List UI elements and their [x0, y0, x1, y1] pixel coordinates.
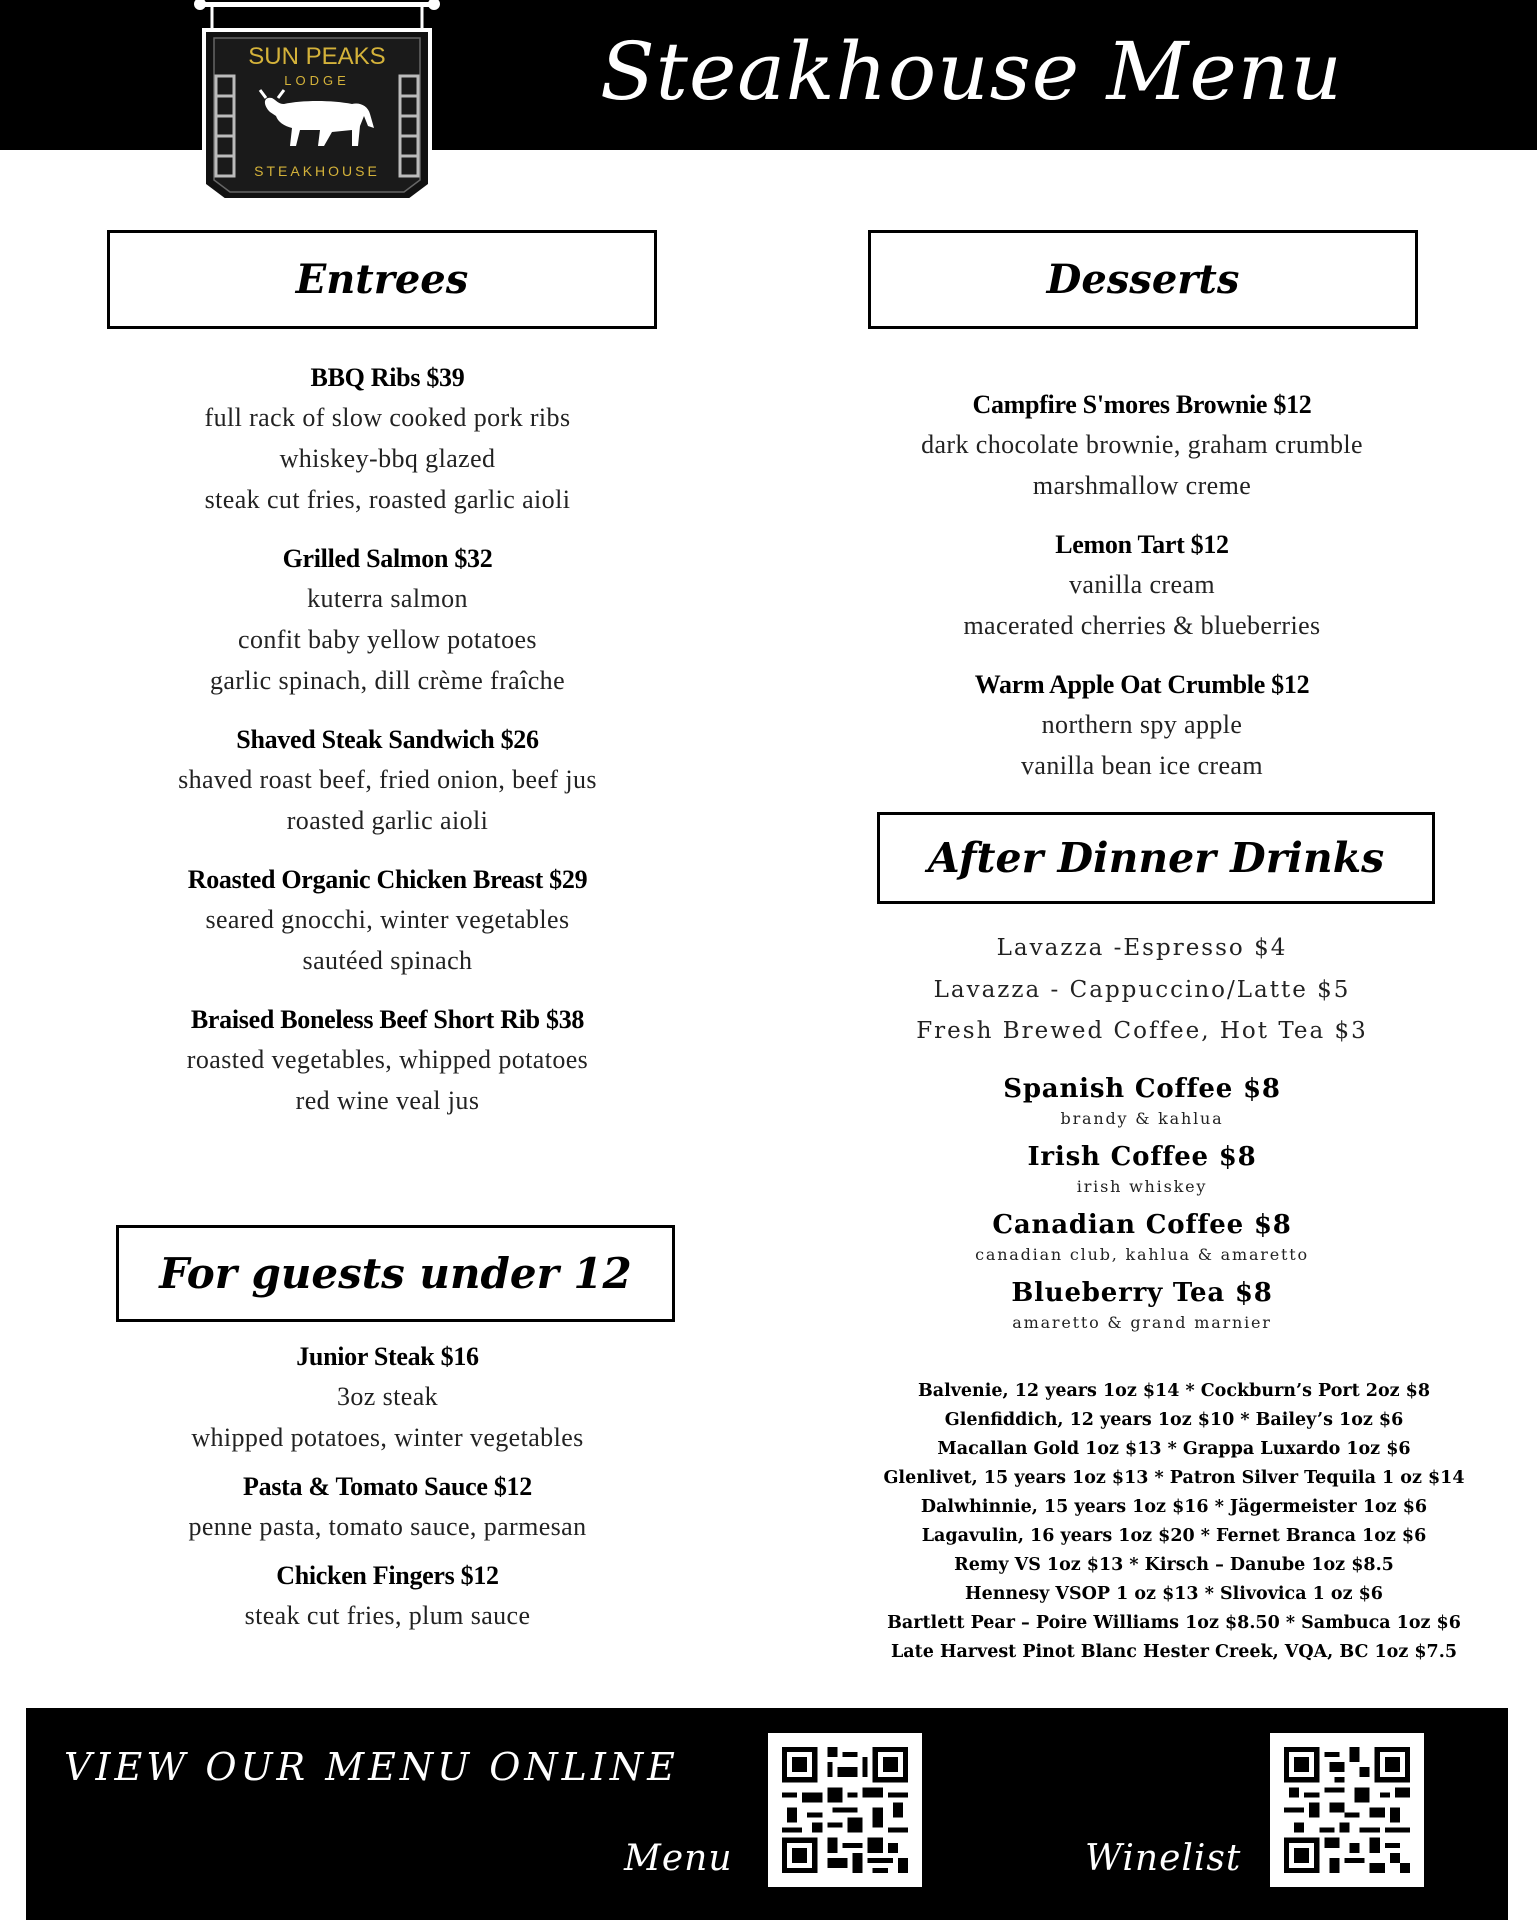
menu-item-title: Pasta & Tomato Sauce $12	[243, 1472, 532, 1501]
menu-item-title: Braised Boneless Beef Short Rib $38	[190, 1005, 585, 1034]
menu-item	[862, 386, 1422, 506]
winelist-qr-label: Winelist	[1085, 1838, 1242, 1879]
spirit-line: Glenfiddich, 12 years 1oz $10 * Bailey’s 1oz $6	[944, 1410, 1404, 1430]
menu-item-line: steak cut fries, plum sauce	[244, 1601, 531, 1630]
drink-line: Lavazza - Cappuccino/Latte $5	[933, 976, 1351, 1003]
menu-item-line: whiskey-bbq glazed	[279, 444, 496, 473]
menu-item-line: 3oz steak	[336, 1382, 439, 1411]
view-menu-online-text: VIEW OUR MENU ONLINE	[64, 1745, 679, 1789]
menu-item	[100, 1001, 675, 1121]
entrees-heading-box	[107, 230, 657, 329]
menu-item	[100, 861, 675, 981]
desserts-heading: Desserts	[1046, 256, 1240, 303]
menu-item-line: vanilla bean ice cream	[1021, 751, 1263, 780]
qr-code-icon	[1284, 1747, 1410, 1873]
menu-item-title: BBQ Ribs $39	[310, 363, 465, 392]
menu-item-title: Junior Steak $16	[296, 1342, 479, 1371]
desserts-list	[862, 386, 1422, 806]
coffee-description: brandy & kahlua	[1060, 1108, 1224, 1128]
menu-item-title: Shaved Steak Sandwich $26	[236, 725, 539, 754]
menu-item	[100, 1557, 675, 1636]
menu-item-line: dark chocolate brownie, graham crumble	[921, 430, 1363, 459]
menu-item-title: Warm Apple Oat Crumble $12	[974, 670, 1310, 699]
coffee-title: Spanish Coffee $8	[1003, 1073, 1281, 1104]
menu-item-title: Chicken Fingers $12	[276, 1561, 499, 1590]
menu-item-line: full rack of slow cooked pork ribs	[204, 403, 571, 432]
menu-item-title: Roasted Organic Chicken Breast $29	[187, 865, 588, 894]
page-title: Steakhouse Menu	[600, 25, 1343, 118]
coffee-title: Canadian Coffee $8	[992, 1209, 1292, 1240]
menu-item	[100, 721, 675, 841]
drinks-heading-box	[877, 812, 1435, 904]
menu-item-line: roasted garlic aioli	[286, 806, 489, 835]
menu-item	[100, 359, 675, 520]
menu-item-line: seared gnocchi, winter vegetables	[205, 905, 570, 934]
drinks-list	[862, 928, 1422, 1343]
menu-item-line: red wine veal jus	[295, 1086, 480, 1115]
menu-item-line: macerated cherries & blueberries	[963, 611, 1321, 640]
menu-item-line: confit baby yellow potatoes	[238, 625, 537, 654]
spirits-list	[862, 1377, 1486, 1667]
svg-text:STEAKHOUSE: STEAKHOUSE	[254, 163, 380, 179]
svg-text:LODGE: LODGE	[284, 73, 350, 88]
menu-item-line: steak cut fries, roasted garlic aioli	[204, 485, 571, 514]
qr-code-icon	[782, 1747, 908, 1873]
winelist-qr-code[interactable]	[1270, 1733, 1424, 1887]
entrees-list	[100, 359, 675, 1141]
spirit-line: Bartlett Pear – Poire Williams 1oz $8.50 * Sambuca 1oz $6	[887, 1613, 1461, 1633]
menu-qr-code[interactable]	[768, 1733, 922, 1887]
menu-item-line: garlic spinach, dill crème fraîche	[209, 666, 566, 695]
kids-heading: For guests under 12	[159, 1249, 632, 1298]
coffee-description: canadian club, kahlua & amaretto	[975, 1244, 1309, 1264]
menu-item-line: roasted vegetables, whipped potatoes	[186, 1045, 589, 1074]
coffee-description: irish whiskey	[1076, 1176, 1208, 1196]
spirit-line: Dalwhinnie, 15 years 1oz $16 * Jägermeister 1oz $6	[920, 1497, 1428, 1517]
drink-line: Lavazza -Espresso $4	[996, 935, 1288, 961]
menu-item-title: Campfire S'mores Brownie $12	[972, 390, 1312, 419]
menu-qr-label: Menu	[624, 1838, 733, 1879]
menu-item-line: kuterra salmon	[307, 584, 468, 613]
menu-item-line: vanilla cream	[1069, 570, 1215, 599]
menu-item	[862, 526, 1422, 646]
svg-text:SUN PEAKS: SUN PEAKS	[248, 43, 386, 70]
coffee-title: Blueberry Tea $8	[1011, 1277, 1273, 1308]
spirit-line: Late Harvest Pinot Blanc Hester Creek, VQA, BC 1oz $7.5	[890, 1642, 1457, 1662]
menu-item-line: marshmallow creme	[1032, 471, 1252, 500]
menu-item-line: northern spy apple	[1041, 710, 1243, 739]
menu-item	[100, 1338, 675, 1458]
menu-item-line: shaved roast beef, fried onion, beef jus	[178, 765, 597, 794]
spirit-line: Balvenie, 12 years 1oz $14 * Cockburn’s Port 2oz $8	[917, 1381, 1431, 1401]
logo-sign-graphic	[192, 0, 442, 215]
menu-item	[100, 540, 675, 701]
menu-item-line: penne pasta, tomato sauce, parmesan	[188, 1512, 587, 1541]
drinks-heading: After Dinner Drinks	[927, 834, 1385, 882]
menu-item-line: whipped potatoes, winter vegetables	[191, 1423, 584, 1452]
menu-item-title: Lemon Tart $12	[1055, 530, 1229, 559]
coffee-description: amaretto & grand marnier	[1012, 1312, 1272, 1332]
spirit-line: Lagavulin, 16 years 1oz $20 * Fernet Branca 1oz $6	[921, 1526, 1427, 1546]
spirit-line: Macallan Gold 1oz $13 * Grappa Luxardo 1oz $6	[937, 1439, 1411, 1459]
drink-line: Fresh Brewed Coffee, Hot Tea $3	[916, 1018, 1368, 1044]
kids-heading-box	[116, 1225, 675, 1322]
spirit-line: Remy VS 1oz $13 * Kirsch – Danube 1oz $8.5	[954, 1555, 1394, 1575]
menu-item	[862, 666, 1422, 786]
spirit-line: Glenlivet, 15 years 1oz $13 * Patron Silver Tequila 1 oz $14	[883, 1468, 1465, 1488]
sun-peaks-logo	[192, 0, 442, 215]
menu-item-title: Grilled Salmon $32	[282, 544, 493, 573]
coffee-title: Irish Coffee $8	[1027, 1141, 1257, 1172]
spirit-line: Hennesy VSOP 1 oz $13 * Slivovica 1 oz $6	[965, 1584, 1383, 1604]
desserts-heading-box	[868, 230, 1418, 329]
menu-item	[100, 1468, 675, 1547]
menu-item-line: sautéed spinach	[302, 946, 473, 975]
entrees-heading: Entrees	[295, 256, 469, 303]
kids-list	[100, 1338, 675, 1656]
